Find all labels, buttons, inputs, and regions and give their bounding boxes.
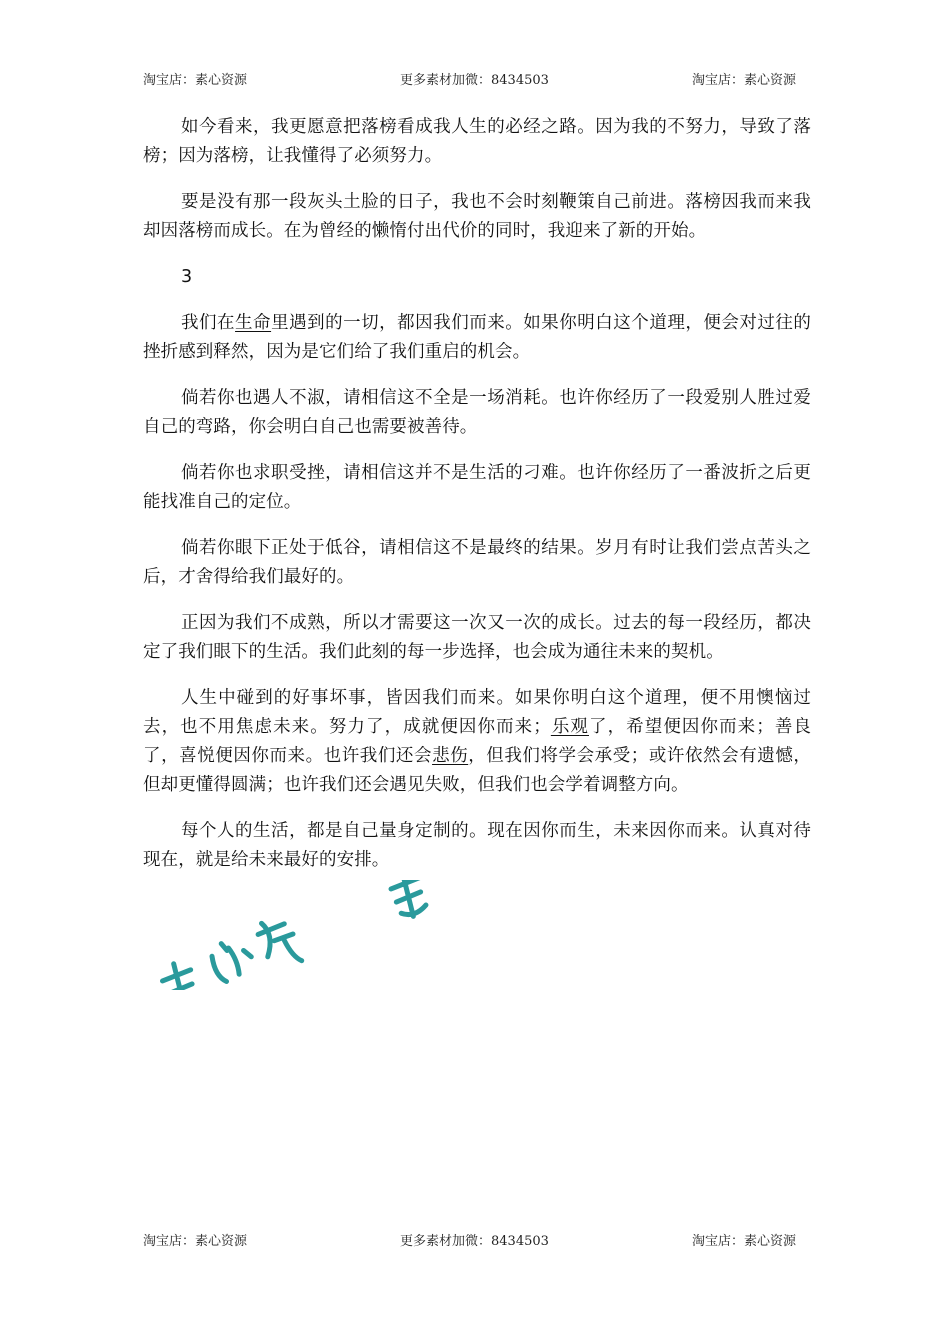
paragraph: 要是没有那一段灰头土脸的日子，我也不会时刻鞭策自己前进。落榜因我而来我却因落榜而成长。在为曾经的懒惰付出代价的同时，我迎来了新的开始。	[143, 192, 811, 241]
underlined-word: 生命	[235, 313, 272, 333]
header-wechat: 更多素材加微：8434503	[400, 73, 549, 88]
footer-shop-right: 淘宝店：素心资源	[692, 1234, 797, 1249]
paragraph: 正因为我们不成熟，所以才需要这一次又一次的成长。过去的每一段经历，都决定了我们眼下的生活。我们此刻的每一步选择，也会成为通往未来的契机。	[143, 613, 811, 662]
header-shop-right: 淘宝店：素心资源	[692, 73, 797, 88]
paragraph: 每个人的生活，都是自己量身定制的。现在因你而生，未来因你而来。认真对待现在，就是给未来最好的安排。	[143, 821, 811, 870]
header-shop-left: 淘宝店：素心资源	[143, 73, 248, 88]
paragraph: 人生中碰到的好事坏事，皆因我们而来。如果你明白这个道理，便不用懊恼过去，也不用焦虑未来。努力了，成就便因你而来；乐观了，希望便因你而来；善良了，喜悦便因你而来。也许我们还会悲伤，但我们将学会承受；或许依然会有遗憾，但却更懂得圆满；也许我们还会遇见失败，但我们也会学着调整方向。	[143, 688, 812, 795]
section-number: 3	[181, 267, 193, 287]
footer-wechat: 更多素材加微：8434503	[400, 1234, 549, 1249]
article-body	[143, 113, 811, 892]
paragraph: 倘若你也求职受挫，请相信这并不是生活的刁难。也许你经历了一番波折之后更能找准自己的定位。	[143, 463, 811, 512]
underlined-word: 乐观	[550, 717, 589, 737]
paragraph: 如今看来，我更愿意把落榜看成我人生的必经之路。因为我的不努力，导致了落榜；因为落榜，让我懂得了必须努力。	[143, 117, 811, 166]
page-footer	[0, 1230, 950, 1250]
paragraph: 倘若你眼下正处于低谷，请相信这不是最终的结果。岁月有时让我们尝点苦头之后，才舍得给我们最好的。	[143, 538, 811, 587]
footer-shop-left: 淘宝店：素心资源	[143, 1234, 248, 1249]
paragraph: 我们在生命里遇到的一切，都因我们而来。如果你明白这个道理，便会对过往的挫折感到释然，因为是它们给了我们重启的机会。	[143, 313, 812, 362]
page-header	[0, 69, 950, 89]
underlined-word: 悲伤	[432, 746, 469, 766]
paragraph: 倘若你也遇人不淑，请相信这不全是一场消耗。也许你经历了一段爱别人胜过爱自己的弯路，你会明白自己也需要被善待。	[143, 388, 811, 437]
watermark	[138, 880, 498, 990]
watermark-logo	[138, 880, 498, 990]
